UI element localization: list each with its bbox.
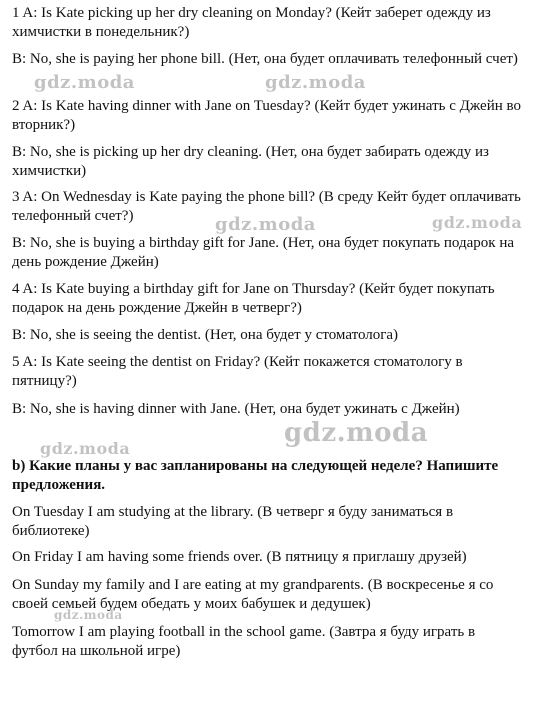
plan-sentence-4: Tomorrow I am playing football in the school game. (Завтра я буду играть в футбол на школьной игре) <box>12 624 476 659</box>
exercise-4-answer: B: No, she is seeing the dentist. (Нет, она будет у стоматолога) <box>12 327 399 343</box>
watermark-logo: gdz.moda <box>40 439 131 458</box>
exercise-1-question: 1 A: Is Kate picking up her dry cleaning on Monday? (Кейт заберет одежду из химчистки в понедельник?) <box>12 5 491 40</box>
exercise-3-question: 3 A: On Wednesday is Kate paying the phone bill? (В среду Кейт будет оплачивать телефонный счет?) <box>12 189 521 224</box>
exercise-5-question: 5 A: Is Kate seeing the dentist on Friday? (Кейт покажется стоматологу в пятницу?) <box>12 354 463 389</box>
exercise-2-answer: B: No, she is picking up her dry cleaning. (Нет, она будет забирать одежду из химчистки) <box>12 144 489 179</box>
exercise-3-answer: B: No, she is buying a birthday gift for Jane. (Нет, она будет покупать подарок на день рождение Джейн) <box>12 235 515 270</box>
watermark-logo: gdz.moda <box>432 213 523 232</box>
watermark-logo: gdz.moda <box>215 214 316 235</box>
exercise-5-answer: B: No, she is having dinner with Jane. (Нет, она будет ужинать с Джейн) <box>12 401 460 417</box>
plan-sentence-3: On Sunday my family and I are eating at my grandparents. (В воскресенье я со своей семьей будем обедать у моих бабушек и дедушек) <box>12 577 494 612</box>
exercise-1-answer: B: No, she is paying her phone bill. (Нет, она будет оплачивать телефонный счет) <box>12 51 518 67</box>
watermark-logo: gdz.moda <box>265 72 366 93</box>
watermark-logo: gdz.moda <box>284 418 429 448</box>
plan-sentence-2: On Friday I am having some friends over. (В пятницу я приглашу друзей) <box>12 549 467 565</box>
watermark-logo: gdz.moda <box>54 608 123 622</box>
watermark-logo: gdz.moda <box>34 72 135 93</box>
section-b-heading: b) Какие планы у вас запланированы на следующей неделе? Напишите предложения. <box>12 458 499 493</box>
plan-sentence-1: On Tuesday I am studying at the library. (В четверг я буду заниматься в библиотеке) <box>12 504 454 539</box>
exercise-4-question: 4 A: Is Kate buying a birthday gift for Jane on Thursday? (Кейт будет покупать подарок на день рождение Джейн в четверг?) <box>12 281 495 316</box>
exercise-2-question: 2 A: Is Kate having dinner with Jane on Tuesday? (Кейт будет ужинать с Джейн во вторник?) <box>12 98 521 133</box>
